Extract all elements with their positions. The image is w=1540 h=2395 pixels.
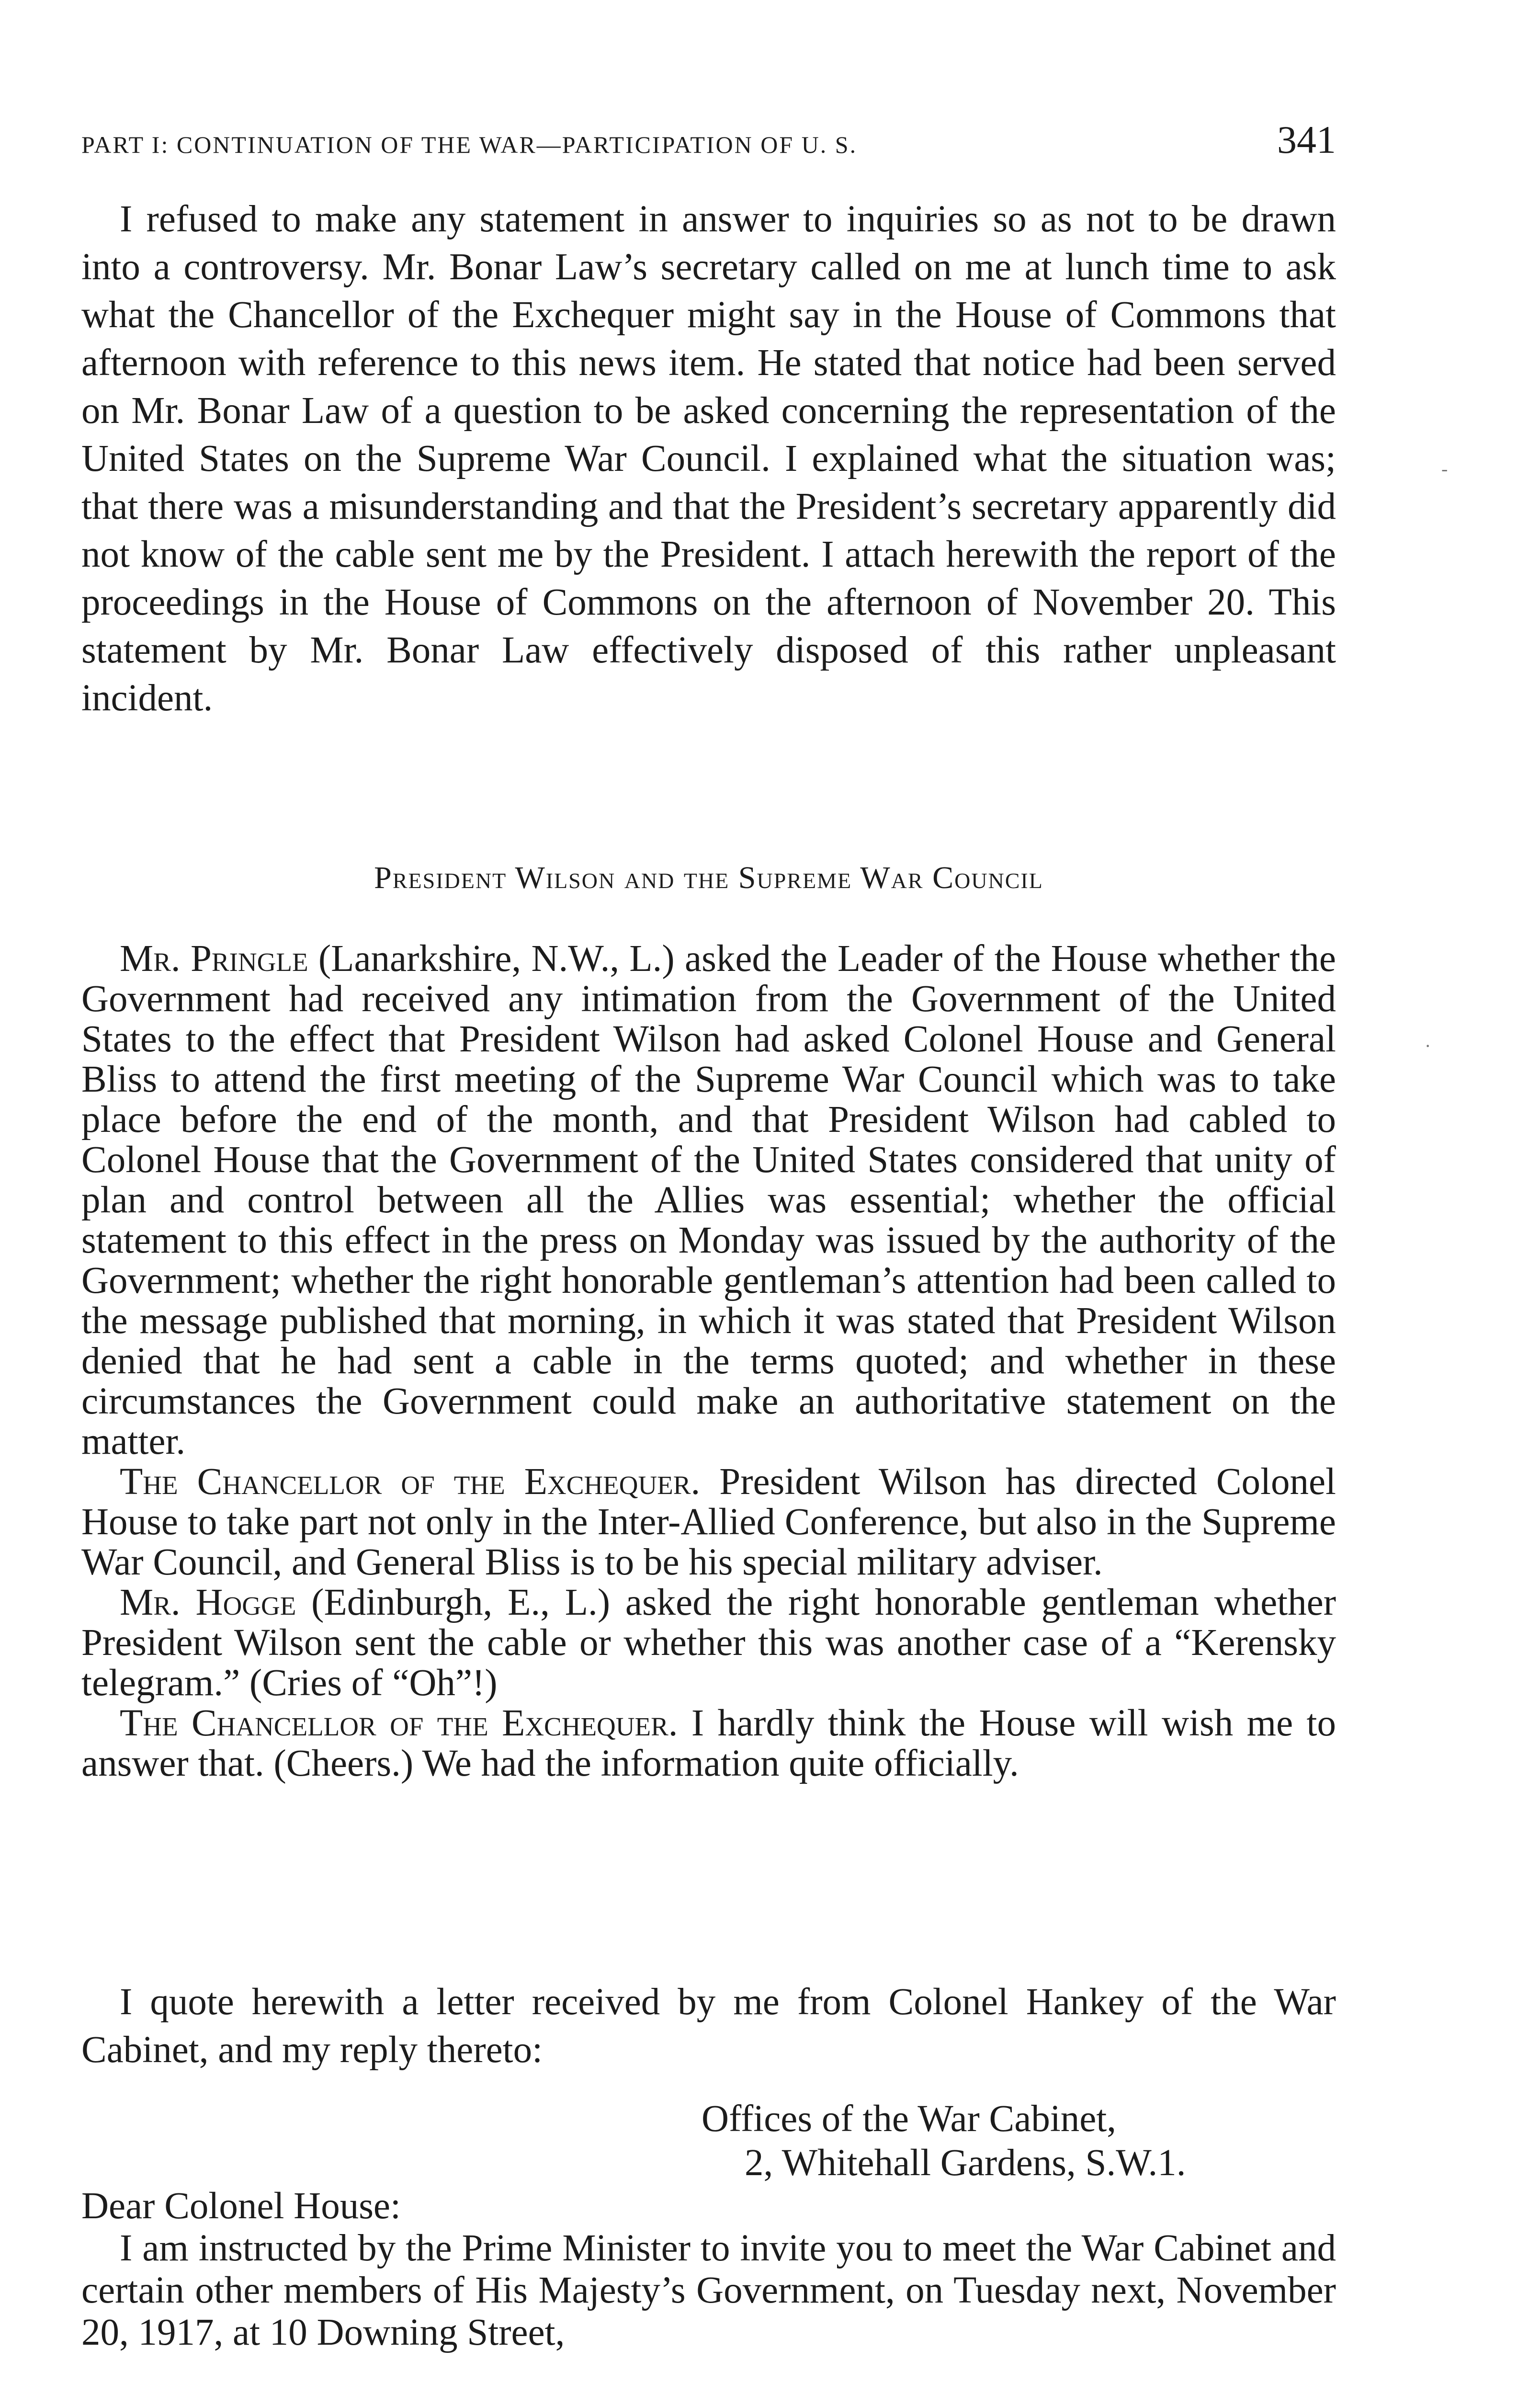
intro-paragraph-block [81,195,1336,722]
letter-salutation: Dear Colonel House: [81,2185,401,2227]
address-line-2: 2, Whitehall Gardens, S.W.1. [745,2142,1186,2184]
letter-body: I am instructed by the Prime Minister to invite you to meet the War Cabinet and certain other members of His Majesty’s Government, on Tuesday next, November 20, 1917, at 10 Downing Street, [81,2227,1336,2353]
running-head: PART I: CONTINUATION OF THE WAR—PARTICIPATION OF U. S. [81,131,858,158]
intro-paragraph: I refused to make any statement in answer to inquiries so as not to be drawn into a controversy. Mr. Bonar Law’s secretary called on me at lunch time to ask what the Chancellor of the Exchequer might say in the House of Commons that afternoon with reference to this news item. He stated that notice had been served on Mr. Bonar Law of a question to be asked concerning the representation of the United States on the Supreme War Council. I explained what the situation was; that there was a misunderstanding and that the President’s secretary apparently did not know of the cable sent me by the President. I attach herewith the report of the proceedings in the House of Commons on the afternoon of November 20. This statement by Mr. Bonar Law effectively disposed of this rather unpleasant incident. [81,198,1336,719]
page-number: 341 [1277,118,1336,161]
speech-text: (Lanarkshire, N.W., L.) asked the Leader of the House whether the Government had received any intimation from the Government of the United States to the effect that President Wilson had asked Colonel House and General Bliss to attend the first meeting of the Supreme War Council which was to take place before the end of the month, and that President Wilson had cabled to Colonel House that the Government of the United States considered that unity of plan and control between all the Allies was essential; whether the official statement to this effect in the press on Monday was issued by the authority of the Government; whether the right honorable gentleman’s attention had been called to the message published that morning, in which it was stated that President Wilson denied that he had sent a cable in the terms quoted; and whether in these circumstances the Government could make an authoritative statement on the matter. [81,938,1336,1462]
address-line-1: Offices of the War Cabinet, [702,2098,1117,2140]
hansard-entry [81,1462,1336,1583]
quote-intro: I quote herewith a letter received by me from Colonel Hankey of the War Cabinet, and my reply thereto: [81,1981,1336,2071]
page-header [81,117,1336,162]
quote-intro-block [81,1978,1336,2074]
speech-text: President Wilson has directed Colonel House to take part not only in the Inter-Allied Conference, but also in the Supreme War Council, and General Bliss is to be his special military adviser. [81,1461,1336,1583]
stray-mark: · [1425,1035,1431,1057]
letter-address [702,2097,1186,2185]
hansard-entry [81,1703,1336,1784]
speech-text: (Edinburgh, E., L.) asked the right honorable gentleman whether President Wilson sent the cable or whether this was another case of a “Kerensky telegram.” (Cries of “Oh”!) [81,1582,1336,1704]
hansard-entry [81,1583,1336,1703]
speaker-name: Mr. Hogge [120,1582,296,1623]
speaker-name: Mr. Pringle [120,938,308,980]
hansard-report [81,939,1336,1784]
hansard-entry [81,939,1336,1462]
speaker-name: The Chancellor of the Exchequer. [120,1461,701,1503]
section-title: President Wilson and the Supreme War Council [374,860,1043,895]
speech-text: I hardly think the House will wish me to answer that. (Cheers.) We had the information quite officially. [81,1702,1336,1784]
stray-mark: - [1441,458,1448,479]
speaker-name: The Chancellor of the Exchequer. [120,1702,678,1744]
letter-block [81,2185,1336,2354]
